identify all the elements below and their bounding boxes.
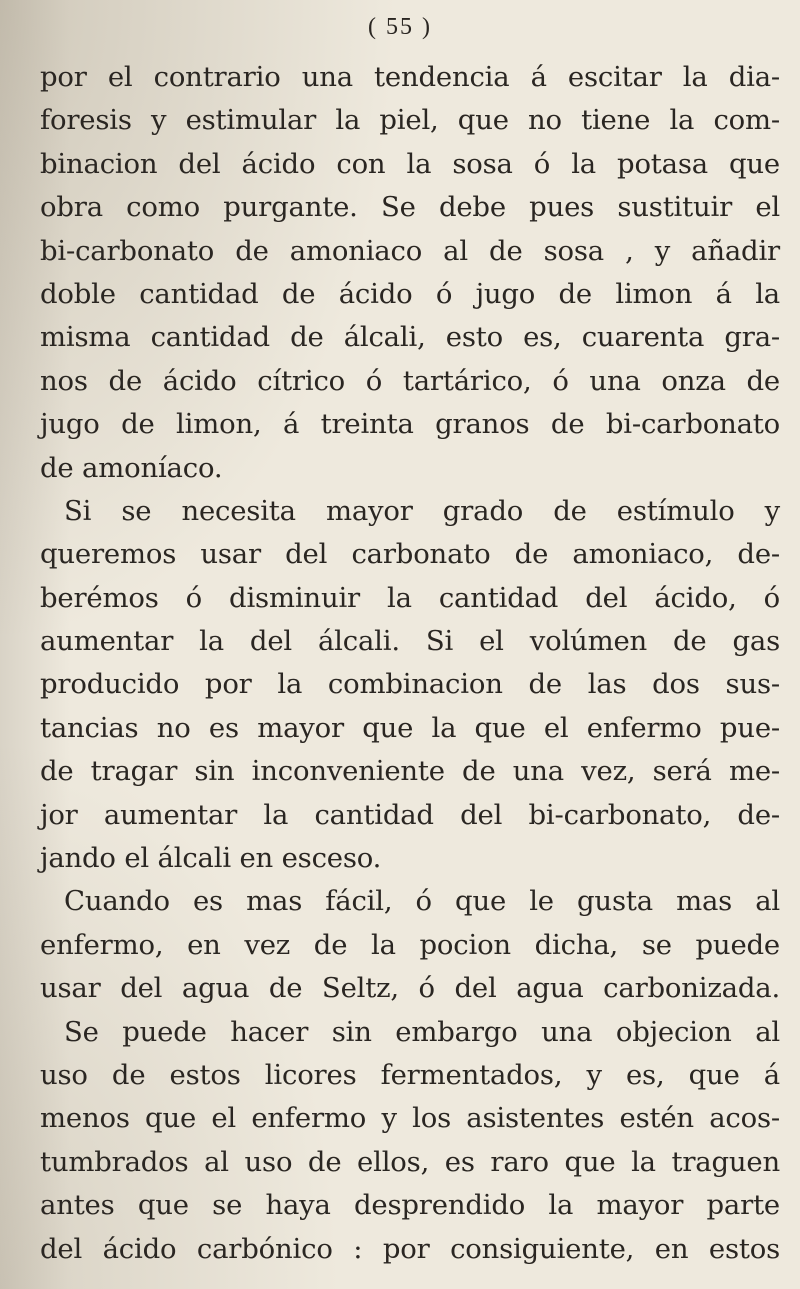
text-line: tumbrados al uso de ellos, es raro que la traguen (40, 1145, 780, 1178)
text-line: de amoníaco. (40, 451, 223, 484)
text-line: antes que se haya desprendido la mayor parte (40, 1189, 780, 1222)
text-line: doble cantidad de ácido ó jugo de limon á la (40, 277, 780, 310)
text-line: de tragar sin inconveniente de una vez, será me- (40, 755, 780, 788)
text-line: aumentar la del álcali. Si el volúmen de gas (40, 625, 780, 658)
text-line: bi-carbonato de amoniaco al de sosa , y añadir (40, 234, 780, 267)
text-line: del ácido carbónico : por consiguiente, en estos (40, 1232, 780, 1265)
text-line: jor aumentar la cantidad del bi-carbonato, de- (40, 798, 780, 831)
text-line: queremos usar del carbonato de amoniaco, de- (40, 538, 780, 571)
text-line: binacion del ácido con la sosa ó la potasa que (40, 147, 780, 180)
text-line: usar del agua de Seltz, ó del agua carbonizada. (40, 972, 780, 1005)
text-line: producido por la combinacion de las dos sus- (40, 668, 780, 701)
text-line: Cuando es mas fácil, ó que le gusta mas al (64, 885, 780, 918)
text-line: tancias no es mayor que la que el enfermo pue- (40, 711, 780, 744)
text-line: uso de estos licores fermentados, y es, que á (40, 1058, 780, 1091)
text-line: obra como purgante. Se debe pues sustituir el (40, 191, 780, 224)
text-line: enfermo, en vez de la pocion dicha, se puede (40, 928, 780, 961)
text-line: berémos ó disminuir la cantidad del ácido, ó (40, 581, 780, 614)
text-line: por el contrario una tendencia á escitar la dia- (40, 61, 780, 93)
text-line: Se puede hacer sin embargo una objecion al (64, 1015, 780, 1048)
text-line: nos de ácido cítrico ó tartárico, ó una onza de (40, 364, 780, 397)
text-line: jugo de limon, á treinta granos de bi-carbonato (40, 408, 780, 441)
body-text (40, 56, 780, 1271)
text-line: misma cantidad de álcali, esto es, cuarenta gra- (40, 321, 780, 354)
text-line: menos que el enfermo y los asistentes estén acos- (40, 1102, 780, 1135)
text-line: foresis y estimular la piel, que no tiene la com- (40, 104, 780, 137)
text-line: Si se necesita mayor grado de estímulo y (64, 494, 780, 527)
text-line: jando el álcali en esceso. (40, 842, 382, 875)
page-number: ( 55 ) (368, 14, 432, 40)
